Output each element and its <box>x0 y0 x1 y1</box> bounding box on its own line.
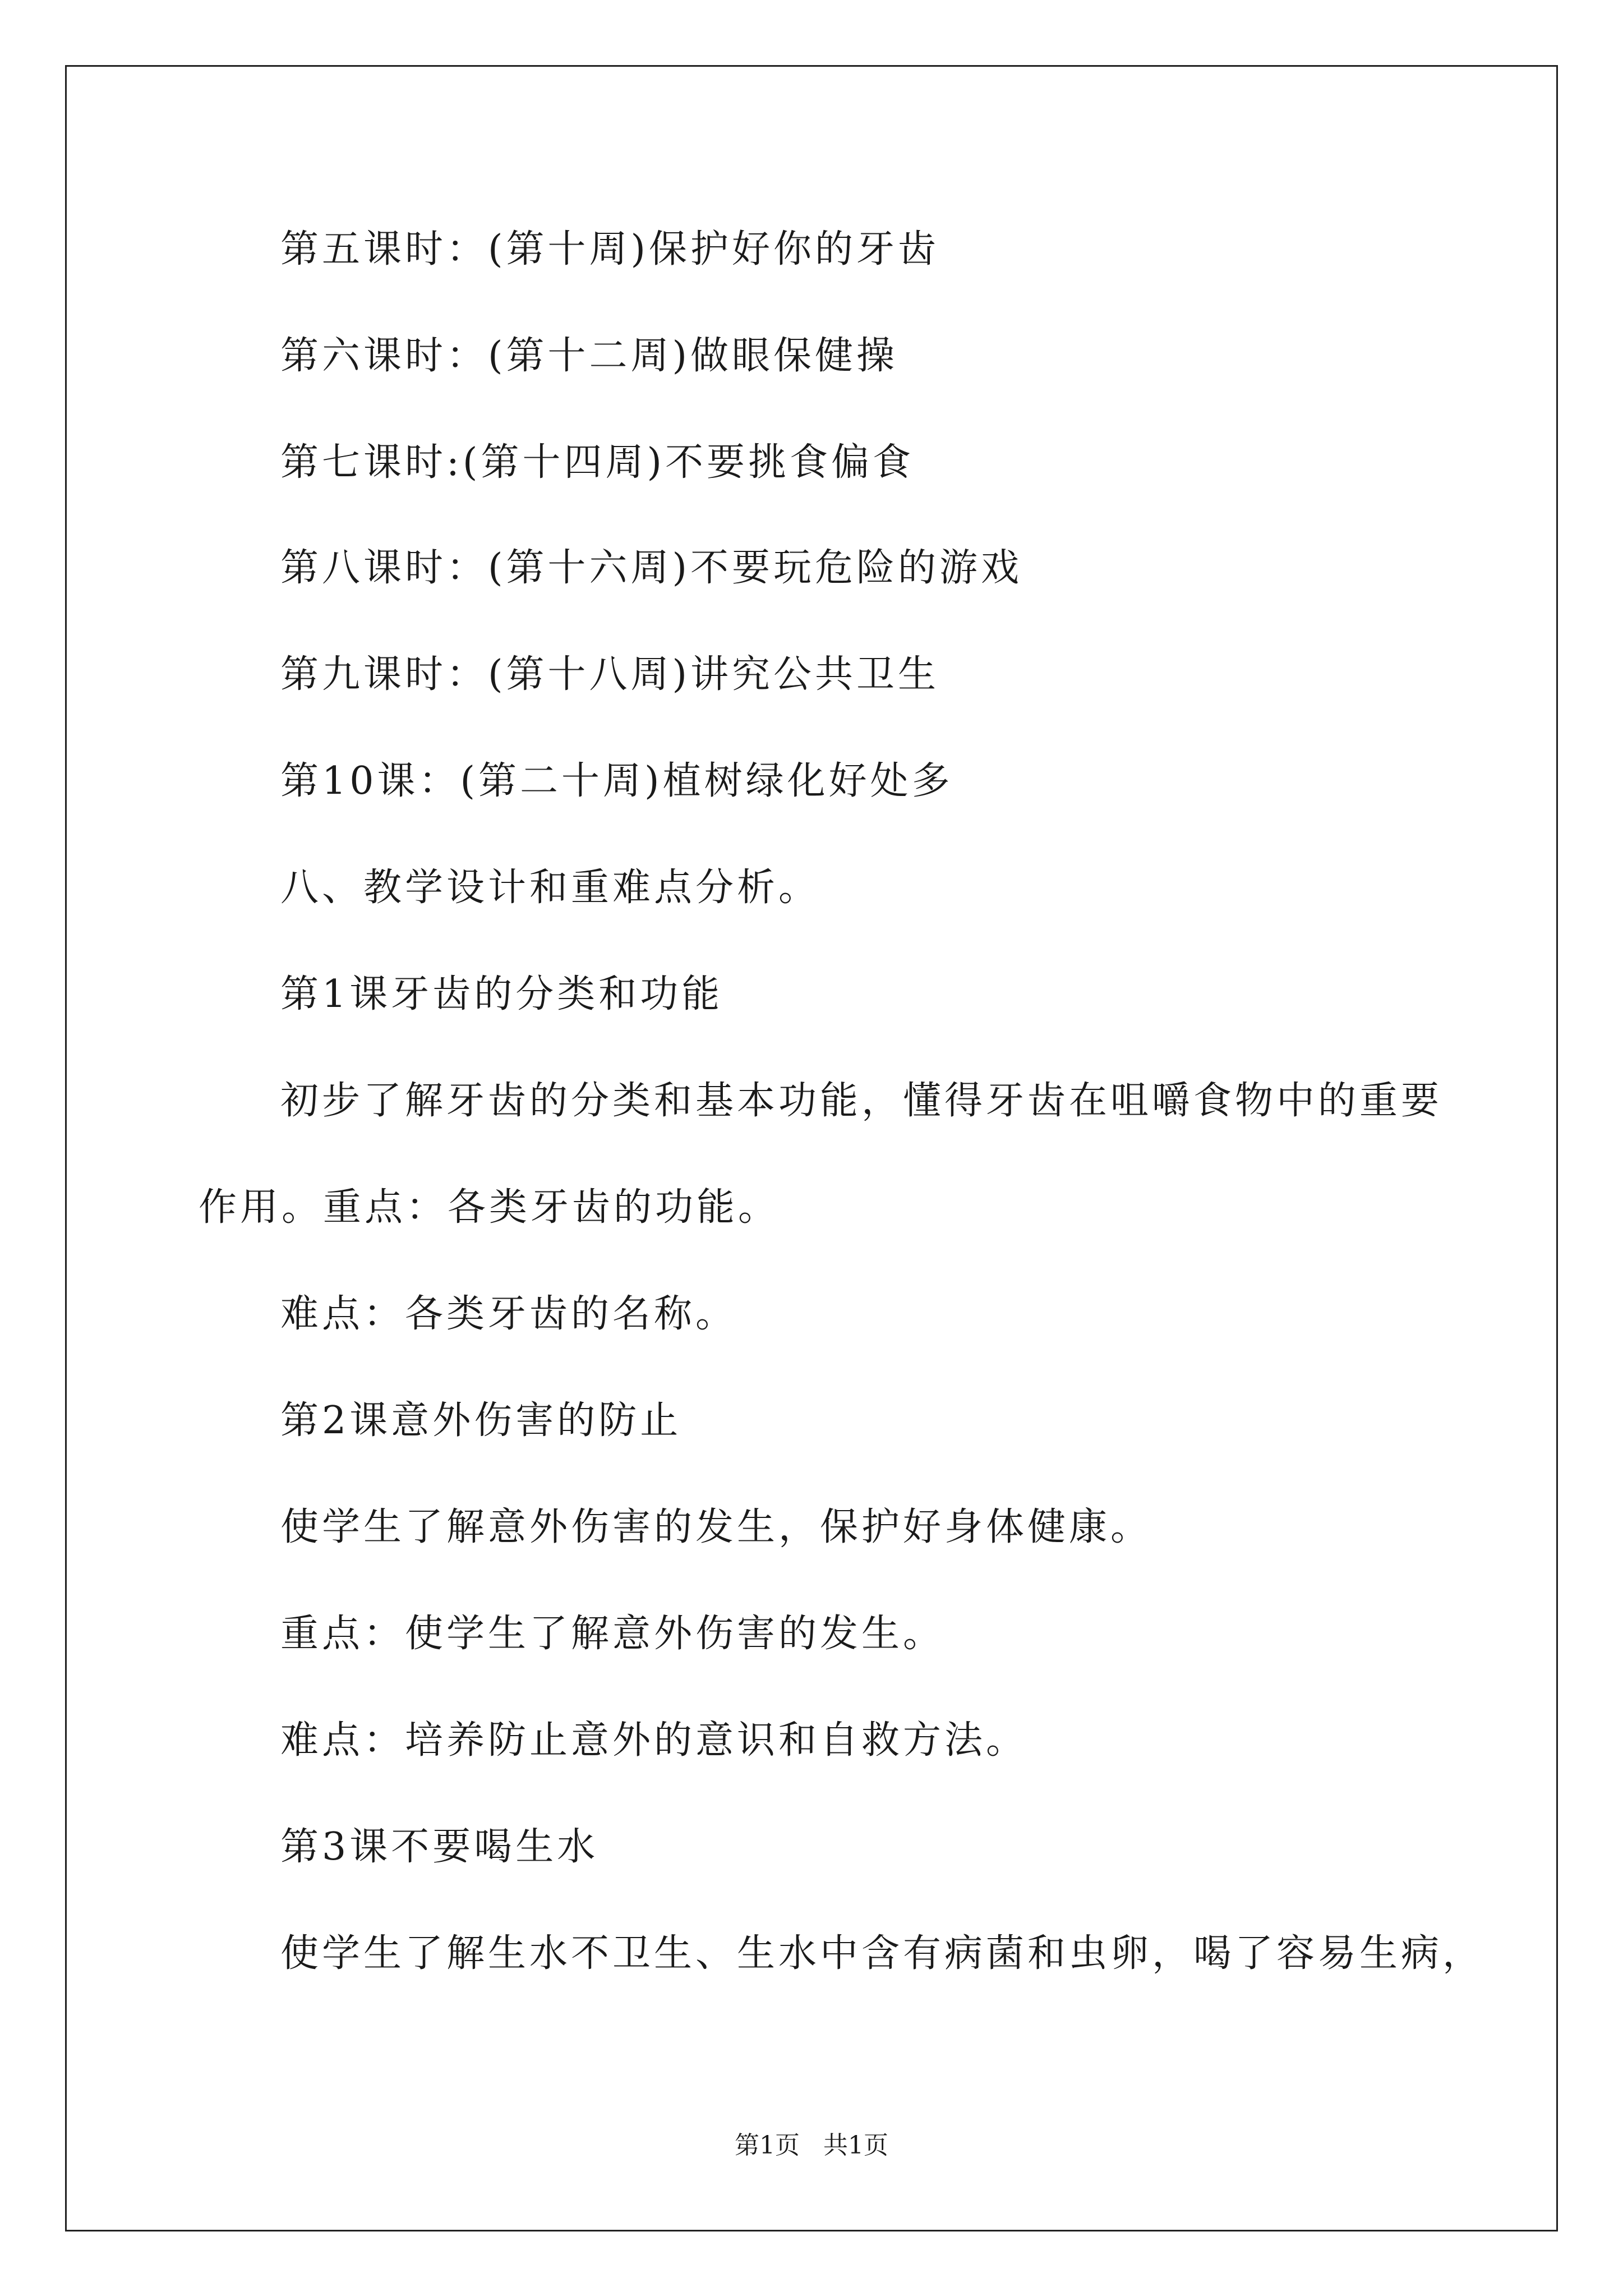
text-line: 第10课：(第二十周)植树绿化好处多 <box>280 759 953 803</box>
page-footer: 第1页 共1页 <box>735 2131 888 2160</box>
text-line: 作用。重点：各类牙齿的功能。 <box>199 1185 780 1230</box>
text-line: 难点：各类牙齿的名称。 <box>280 1292 737 1336</box>
page-border <box>65 65 1558 2231</box>
text-line: 重点：使学生了解意外伤害的发生。 <box>280 1612 945 1656</box>
text-line: 第七课时:(第十四周)不要挑食偏食 <box>280 440 914 485</box>
text-line: 第五课时：(第十周)保护好你的牙齿 <box>280 227 940 272</box>
text-line: 第六课时：(第十二周)做眼保健操 <box>280 334 898 378</box>
text-line: 第八课时：(第十六周)不要玩危险的游戏 <box>280 546 1023 590</box>
text-line: 使学生了解意外伤害的发生，保护好身体健康。 <box>280 1505 1152 1549</box>
lesson-heading: 第1课牙齿的分类和功能 <box>280 972 723 1016</box>
text-line: 第九课时：(第十八周)讲究公共卫生 <box>280 652 940 697</box>
text-line: 初步了解牙齿的分类和基本功能，懂得牙齿在咀嚼食物中的重要 <box>280 1079 1443 1123</box>
text-line: 难点：培养防止意外的意识和自救方法。 <box>280 1718 1028 1763</box>
lesson-heading: 第2课意外伤害的防止 <box>280 1398 682 1443</box>
section-heading: 八、教学设计和重难点分析。 <box>280 866 820 910</box>
text-line: 使学生了解生水不卫生、生水中含有病菌和虫卵，喝了容易生病， <box>280 1931 1484 1976</box>
lesson-heading: 第3课不要喝生水 <box>280 1825 599 1869</box>
